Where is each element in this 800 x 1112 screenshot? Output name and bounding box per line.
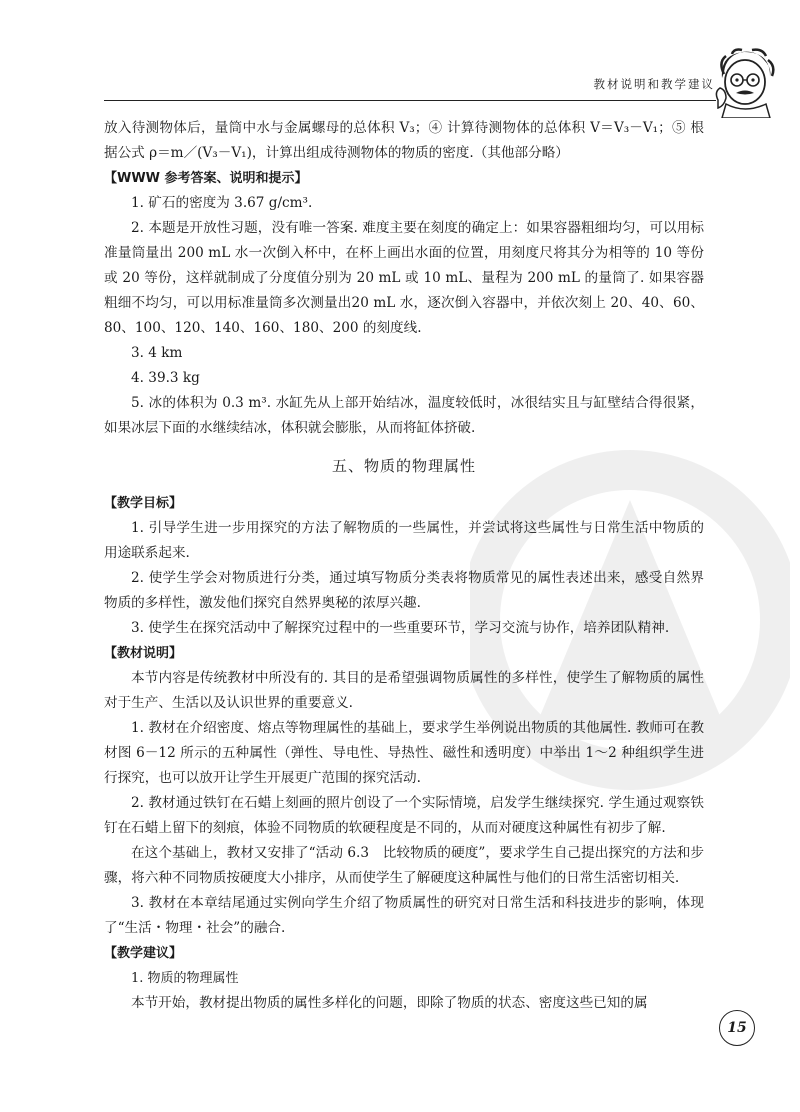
goals-heading: 【教学目标】 xyxy=(104,496,183,511)
main-content xyxy=(104,116,704,1016)
header-rule xyxy=(104,100,716,101)
goal-item-2: 2. 使学生学会对物质进行分类，通过填写物质分类表将物质常见的属性表述出来，感受自然界物质的多样性，激发他们探究自然界奥秘的浓厚兴趣. xyxy=(104,570,704,611)
cartoon-character-icon xyxy=(712,48,778,118)
notes-intro: 本节内容是传统教材中所没有的. 其目的是希望强调物质属性的多样性，使学生了解物质的属性对于生产、生活以及认识世界的重要意义. xyxy=(104,670,704,711)
goal-item-3: 3. 使学生在探究活动中了解探究过程中的一些重要环节，学习交流与协作，培养团队精神. xyxy=(131,620,670,636)
running-head: 教材说明和教学建议 xyxy=(593,77,715,91)
www-item-5: 5. 冰的体积为 0.3 m³. 水缸先从上部开始结冰，温度较低时，冰很结实且与缸壁结合得很紧，如果冰层下面的水继续结冰，体积就会膨胀，从而将缸体挤破. xyxy=(104,395,704,436)
www-item-1: 1. 矿石的密度为 3.67 g/cm³. xyxy=(131,195,313,211)
section-title: 五、物质的物理属性 xyxy=(331,457,476,475)
suggestions-text: 本节开始，教材提出物质的属性多样化的问题，即除了物质的状态、密度这些已知的属 xyxy=(131,995,648,1011)
www-item-2: 2. 本题是开放性习题，没有唯一答案. 难度主要在刻度的确定上：如果容器粗细均匀，可以用标准量筒量出 200 mL 水一次倒入杯中，在杯上画出水面的位置，用刻度尺将其分为相等的 10 等份或 20 等份，这样就制成了分度值分别为 20 mL 或 10 mL、量程为 200 mL 的量筒了. 如果容器粗细不均匀，可以用标准量筒多次测量出20 mL 水，逐次倒入容器中，并依次刻上 20、40、60、80、100、120、140、160、180、200 的刻度线. xyxy=(104,220,704,336)
suggestions-heading: 【教学建议】 xyxy=(104,946,183,961)
notes-item-2-continued: 在这个基础上，教材又安排了“活动 6.3 比较物质的硬度”，要求学生自己提出探究的方法和步骤，将六种不同物质按硬度大小排序，从而使学生了解硬度这种属性与他们的日常生活密切相关. xyxy=(104,845,704,886)
notes-item-1: 1. 教材在介绍密度、熔点等物理属性的基础上，要求学生举例说出物质的其他属性. 教师可在教材图 6－12 所示的五种属性（弹性、导电性、导热性、磁性和透明度）中举出 1～2 种组织学生进行探究，也可以放开让学生开展更广范围的探究活动. xyxy=(104,720,704,786)
suggestions-subheading: 1. 物质的物理属性 xyxy=(131,971,239,986)
page-number: 15 xyxy=(719,1010,755,1046)
paragraph-continued: 放入待测物体后，量筒中水与金属螺母的总体积 V₃；④ 计算待测物体的总体积 V＝V₃－V₁；⑤ 根据公式 ρ＝m／(V₃－V₁)，计算出组成待测物体的物质的密度.（其他部分略） xyxy=(104,120,704,161)
notes-item-3: 3. 教材在本章结尾通过实例向学生介绍了物质属性的研究对日常生活和科技进步的影响，体现了“生活・物理・社会”的融合. xyxy=(104,895,704,936)
www-heading: 【WWW 参考答案、说明和提示】 xyxy=(104,171,308,186)
notes-item-2: 2. 教材通过铁钉在石蜡上刻画的照片创设了一个实际情境，启发学生继续探究. 学生通过观察铁钉在石蜡上留下的刻痕，体验不同物质的软硬程度是不同的，从而对硬度这种属性有初步了解. xyxy=(104,795,704,836)
www-item-3: 3. 4 km xyxy=(131,345,183,361)
www-item-4: 4. 39.3 kg xyxy=(131,370,200,386)
textbook-notes-heading: 【教材说明】 xyxy=(104,646,183,661)
goal-item-1: 1. 引导学生进一步用探究的方法了解物质的一些属性，并尝试将这些属性与日常生活中物质的用途联系起来. xyxy=(104,520,704,561)
